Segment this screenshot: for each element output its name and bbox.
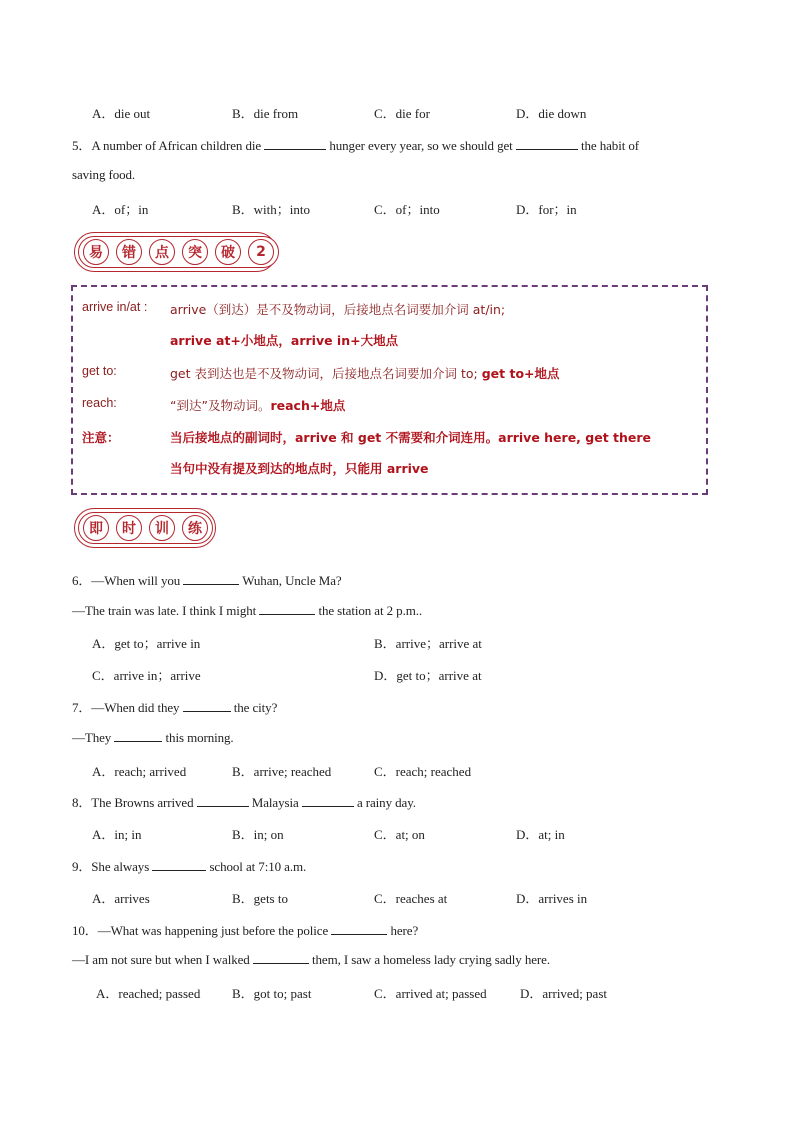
- question-number: 5．: [72, 138, 92, 153]
- q9-option-c: C．reaches at: [374, 891, 448, 906]
- banner-char: 2: [248, 239, 274, 265]
- question-5: 5．A number of African children die hunger every year, so we should get the habit of: [72, 138, 640, 153]
- answer-blank: [302, 794, 354, 807]
- banner-char: 易: [83, 239, 109, 265]
- knowledge-label-get-to: get to:: [82, 364, 117, 378]
- q9-option-b: B．gets to: [232, 891, 288, 906]
- q10-option-d: D．arrived; past: [520, 986, 608, 1001]
- q6-option-a: A．get to；arrive in: [92, 636, 201, 651]
- q6-option-b: B．arrive；arrive at: [374, 636, 482, 651]
- banner-char: 错: [116, 239, 142, 265]
- q8-option-a: A．in; in: [92, 827, 142, 842]
- banner-char: 点: [149, 239, 175, 265]
- answer-blank: [259, 602, 315, 615]
- banner-char: 破: [215, 239, 241, 265]
- section-banner-practice: [78, 512, 213, 544]
- knowledge-label-reach: reach:: [82, 396, 117, 410]
- q5-option-d: D．for；in: [516, 202, 577, 217]
- answer-blank: [331, 922, 387, 935]
- answer-blank: [516, 137, 578, 150]
- answer-blank: [152, 858, 206, 871]
- knowledge-label-note: 注意：: [82, 430, 120, 445]
- banner-char: 突: [182, 239, 208, 265]
- answer-blank: [197, 794, 249, 807]
- knowledge-text-arrive: arrive（到达）是不及物动词，后接地点名词要加介词 at/in;: [170, 302, 506, 317]
- answer-blank: [114, 729, 162, 742]
- banner-char: 即: [83, 515, 109, 541]
- banner-char: 训: [149, 515, 175, 541]
- q8-option-b: B．in; on: [232, 827, 284, 842]
- q8-option-d: D．at; in: [516, 827, 565, 842]
- q7-option-a: A．reach; arrived: [92, 764, 187, 779]
- question-7: 7．—When did they the city?: [72, 700, 278, 715]
- q10-option-b: B．got to; past: [232, 986, 312, 1001]
- knowledge-label-arrive: arrive in/at :: [82, 300, 148, 314]
- q6-option-d: D．get to；arrive at: [374, 668, 482, 683]
- question-7-reply: —They this morning.: [72, 730, 234, 745]
- q9-option-d: D．arrives in: [516, 891, 588, 906]
- q10-option-c: C．arrived at; passed: [374, 986, 487, 1001]
- q4-option-c: C．die for: [374, 106, 430, 121]
- section-banner-mistakes: [78, 236, 279, 268]
- q7-option-b: B．arrive; reached: [232, 764, 332, 779]
- banner-char: 时: [116, 515, 142, 541]
- banner-char: 练: [182, 515, 208, 541]
- answer-blank: [264, 137, 326, 150]
- knowledge-note-text-2: 当句中没有提及到达的地点时，只能用 arrive: [170, 461, 429, 476]
- question-10: 10．—What was happening just before the police here?: [72, 923, 419, 938]
- knowledge-text-get-to: get 表到达也是不及物动词，后接地点名词要加介词 to; get to+地点: [170, 366, 560, 381]
- q4-option-b: B．die from: [232, 106, 299, 121]
- q5-option-a: A．of；in: [92, 202, 149, 217]
- question-10-reply: —I am not sure but when I walked them, I saw a homeless lady crying sadly here.: [72, 952, 550, 967]
- answer-blank: [183, 699, 231, 712]
- q7-option-c: C．reach; reached: [374, 764, 472, 779]
- q10-option-a: A．reached; passed: [96, 986, 201, 1001]
- q4-option-d: D．die down: [516, 106, 587, 121]
- q5-option-b: B．with；into: [232, 202, 311, 217]
- question-8: 8．The Browns arrived Malaysia a rainy day.: [72, 795, 416, 810]
- question-6-reply: —The train was late. I think I might the station at 2 p.m..: [72, 603, 423, 618]
- answer-blank: [183, 572, 239, 585]
- knowledge-rule-arrive: arrive at+小地点，arrive in+大地点: [170, 333, 399, 348]
- q5-option-c: C．of；into: [374, 202, 440, 217]
- q4-option-a: A．die out: [92, 106, 151, 121]
- question-9: 9．She always school at 7:10 a.m.: [72, 859, 307, 874]
- q8-option-c: C．at; on: [374, 827, 425, 842]
- question-5-line2: saving food.: [72, 167, 136, 182]
- q9-option-a: A．arrives: [92, 891, 150, 906]
- question-6: 6．—When will you Wuhan, Uncle Ma?: [72, 573, 342, 588]
- q6-option-c: C．arrive in；arrive: [92, 668, 201, 683]
- answer-blank: [253, 951, 309, 964]
- knowledge-text-reach: “到达”及物动词。reach+地点: [170, 398, 346, 413]
- knowledge-note-text: 当后接地点的副词时，arrive 和 get 不需要和介词连用。arrive here, get there: [170, 430, 652, 445]
